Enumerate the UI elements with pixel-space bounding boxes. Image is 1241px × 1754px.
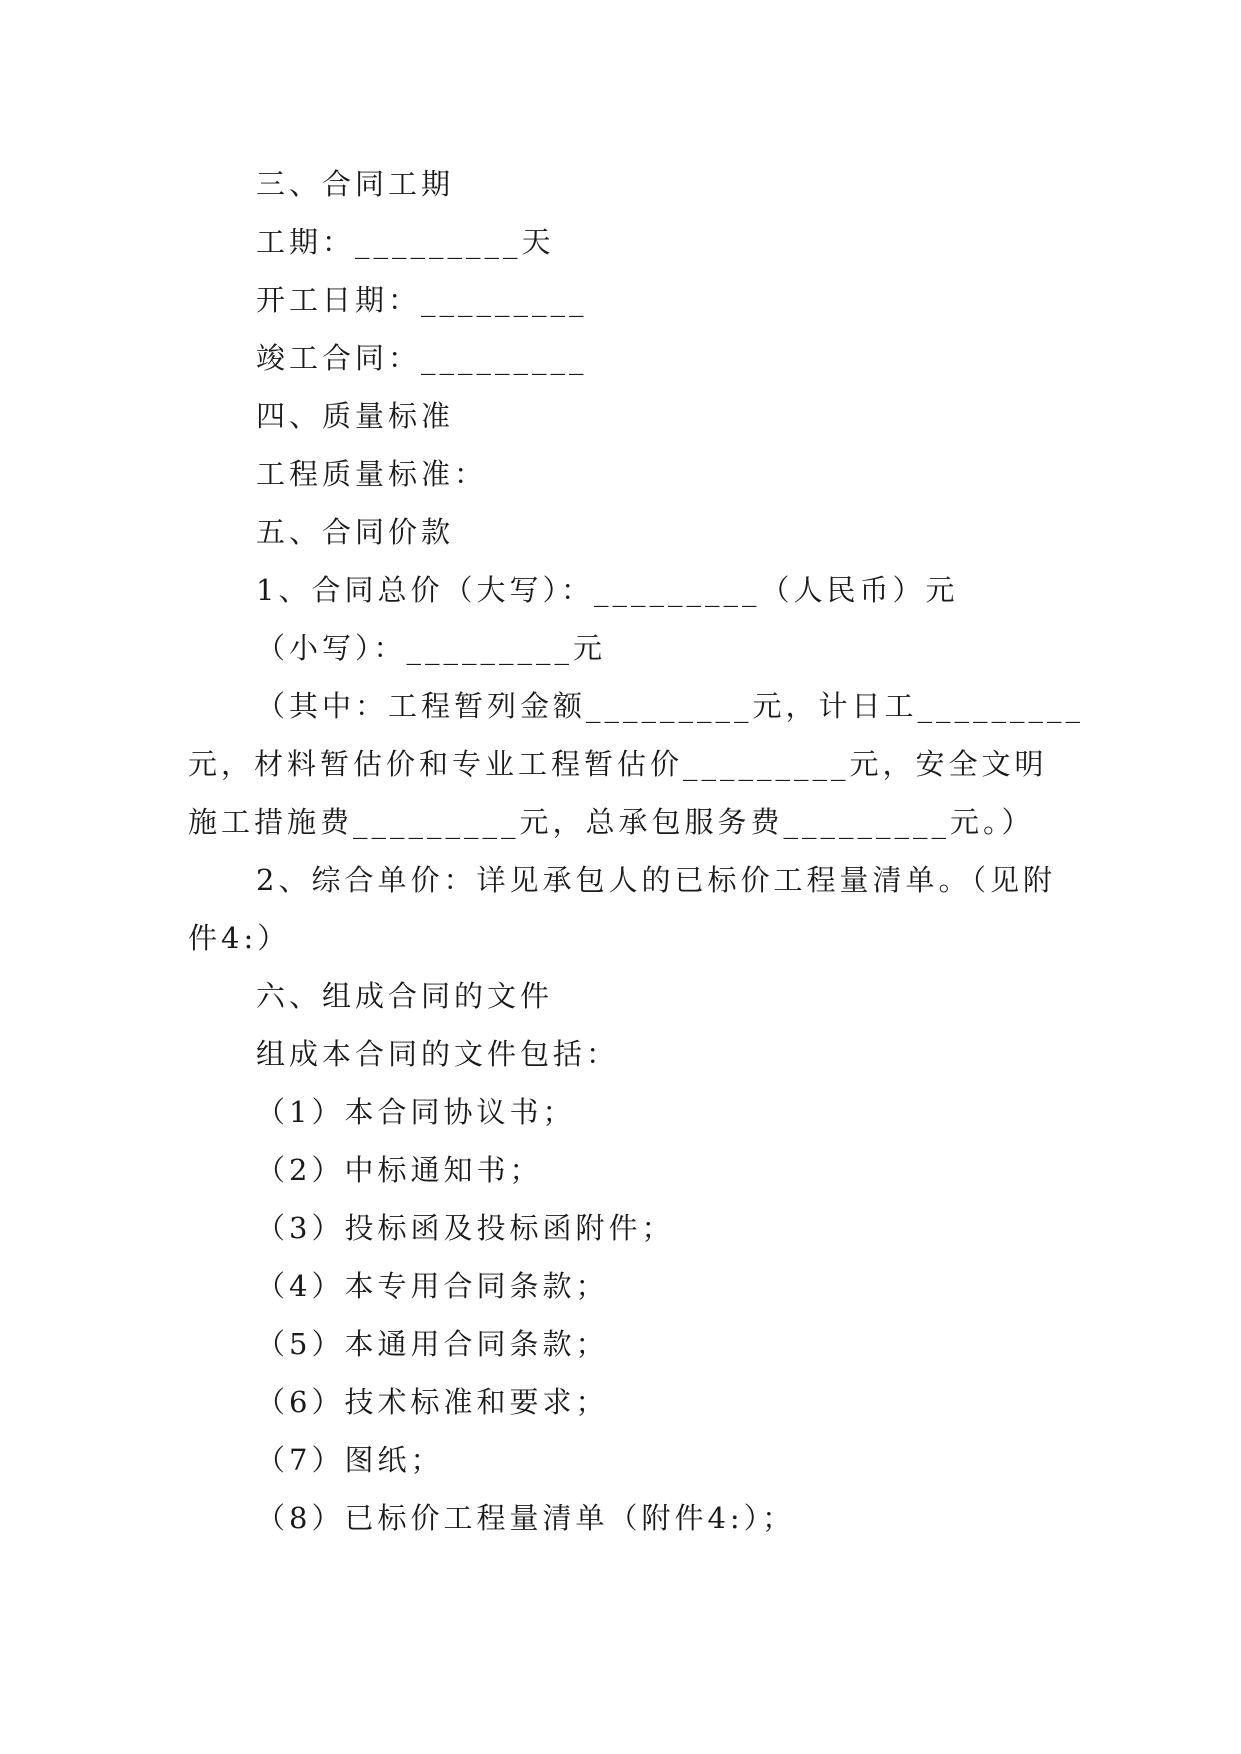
price-breakdown-line-3: 施工措施费_________元，总承包服务费_________元。） bbox=[188, 805, 1035, 839]
unit-price-line-1: 2、综合单价：详见承包人的已标价工程量清单。（见附 bbox=[256, 863, 1056, 897]
unit-price-line-2: 件4:） bbox=[188, 921, 291, 955]
document-item-8: （8）已标价工程量清单（附件4:）； bbox=[256, 1501, 796, 1535]
document-item-5: （5）本通用合同条款； bbox=[256, 1327, 609, 1361]
document-item-2: （2）中标通知书； bbox=[256, 1153, 543, 1187]
section-heading-documents: 六、组成合同的文件 bbox=[256, 979, 554, 1013]
start-date-line: 开工日期：_________ bbox=[256, 283, 588, 317]
completion-line: 竣工合同：_________ bbox=[256, 341, 588, 375]
price-breakdown-line-2: 元，材料暂估价和专业工程暂估价_________元，安全文明 bbox=[188, 747, 1048, 781]
document-item-1: （1）本合同协议书； bbox=[256, 1095, 576, 1129]
section-heading-quality: 四、质量标准 bbox=[256, 399, 455, 433]
quality-standard-line: 工程质量标准： bbox=[256, 457, 488, 491]
document-item-4: （4）本专用合同条款； bbox=[256, 1269, 609, 1303]
section-heading-price: 五、合同价款 bbox=[256, 515, 455, 549]
document-item-7: （7）图纸； bbox=[256, 1443, 444, 1477]
price-breakdown-line-1: （其中：工程暂列金额_________元，计日工_________ bbox=[256, 689, 1085, 723]
document-item-6: （6）技术标准和要求； bbox=[256, 1385, 609, 1419]
document-item-3: （3）投标函及投标函附件； bbox=[256, 1211, 675, 1245]
section-heading-contract-period: 三、合同工期 bbox=[256, 167, 455, 201]
total-price-uppercase-line: 1、合同总价（大写）：_________（人民币）元 bbox=[256, 573, 959, 607]
documents-intro-line: 组成本合同的文件包括： bbox=[256, 1037, 620, 1071]
total-price-lowercase-line: （小写）：_________元 bbox=[256, 631, 607, 665]
duration-line: 工期：_________天 bbox=[256, 225, 555, 259]
